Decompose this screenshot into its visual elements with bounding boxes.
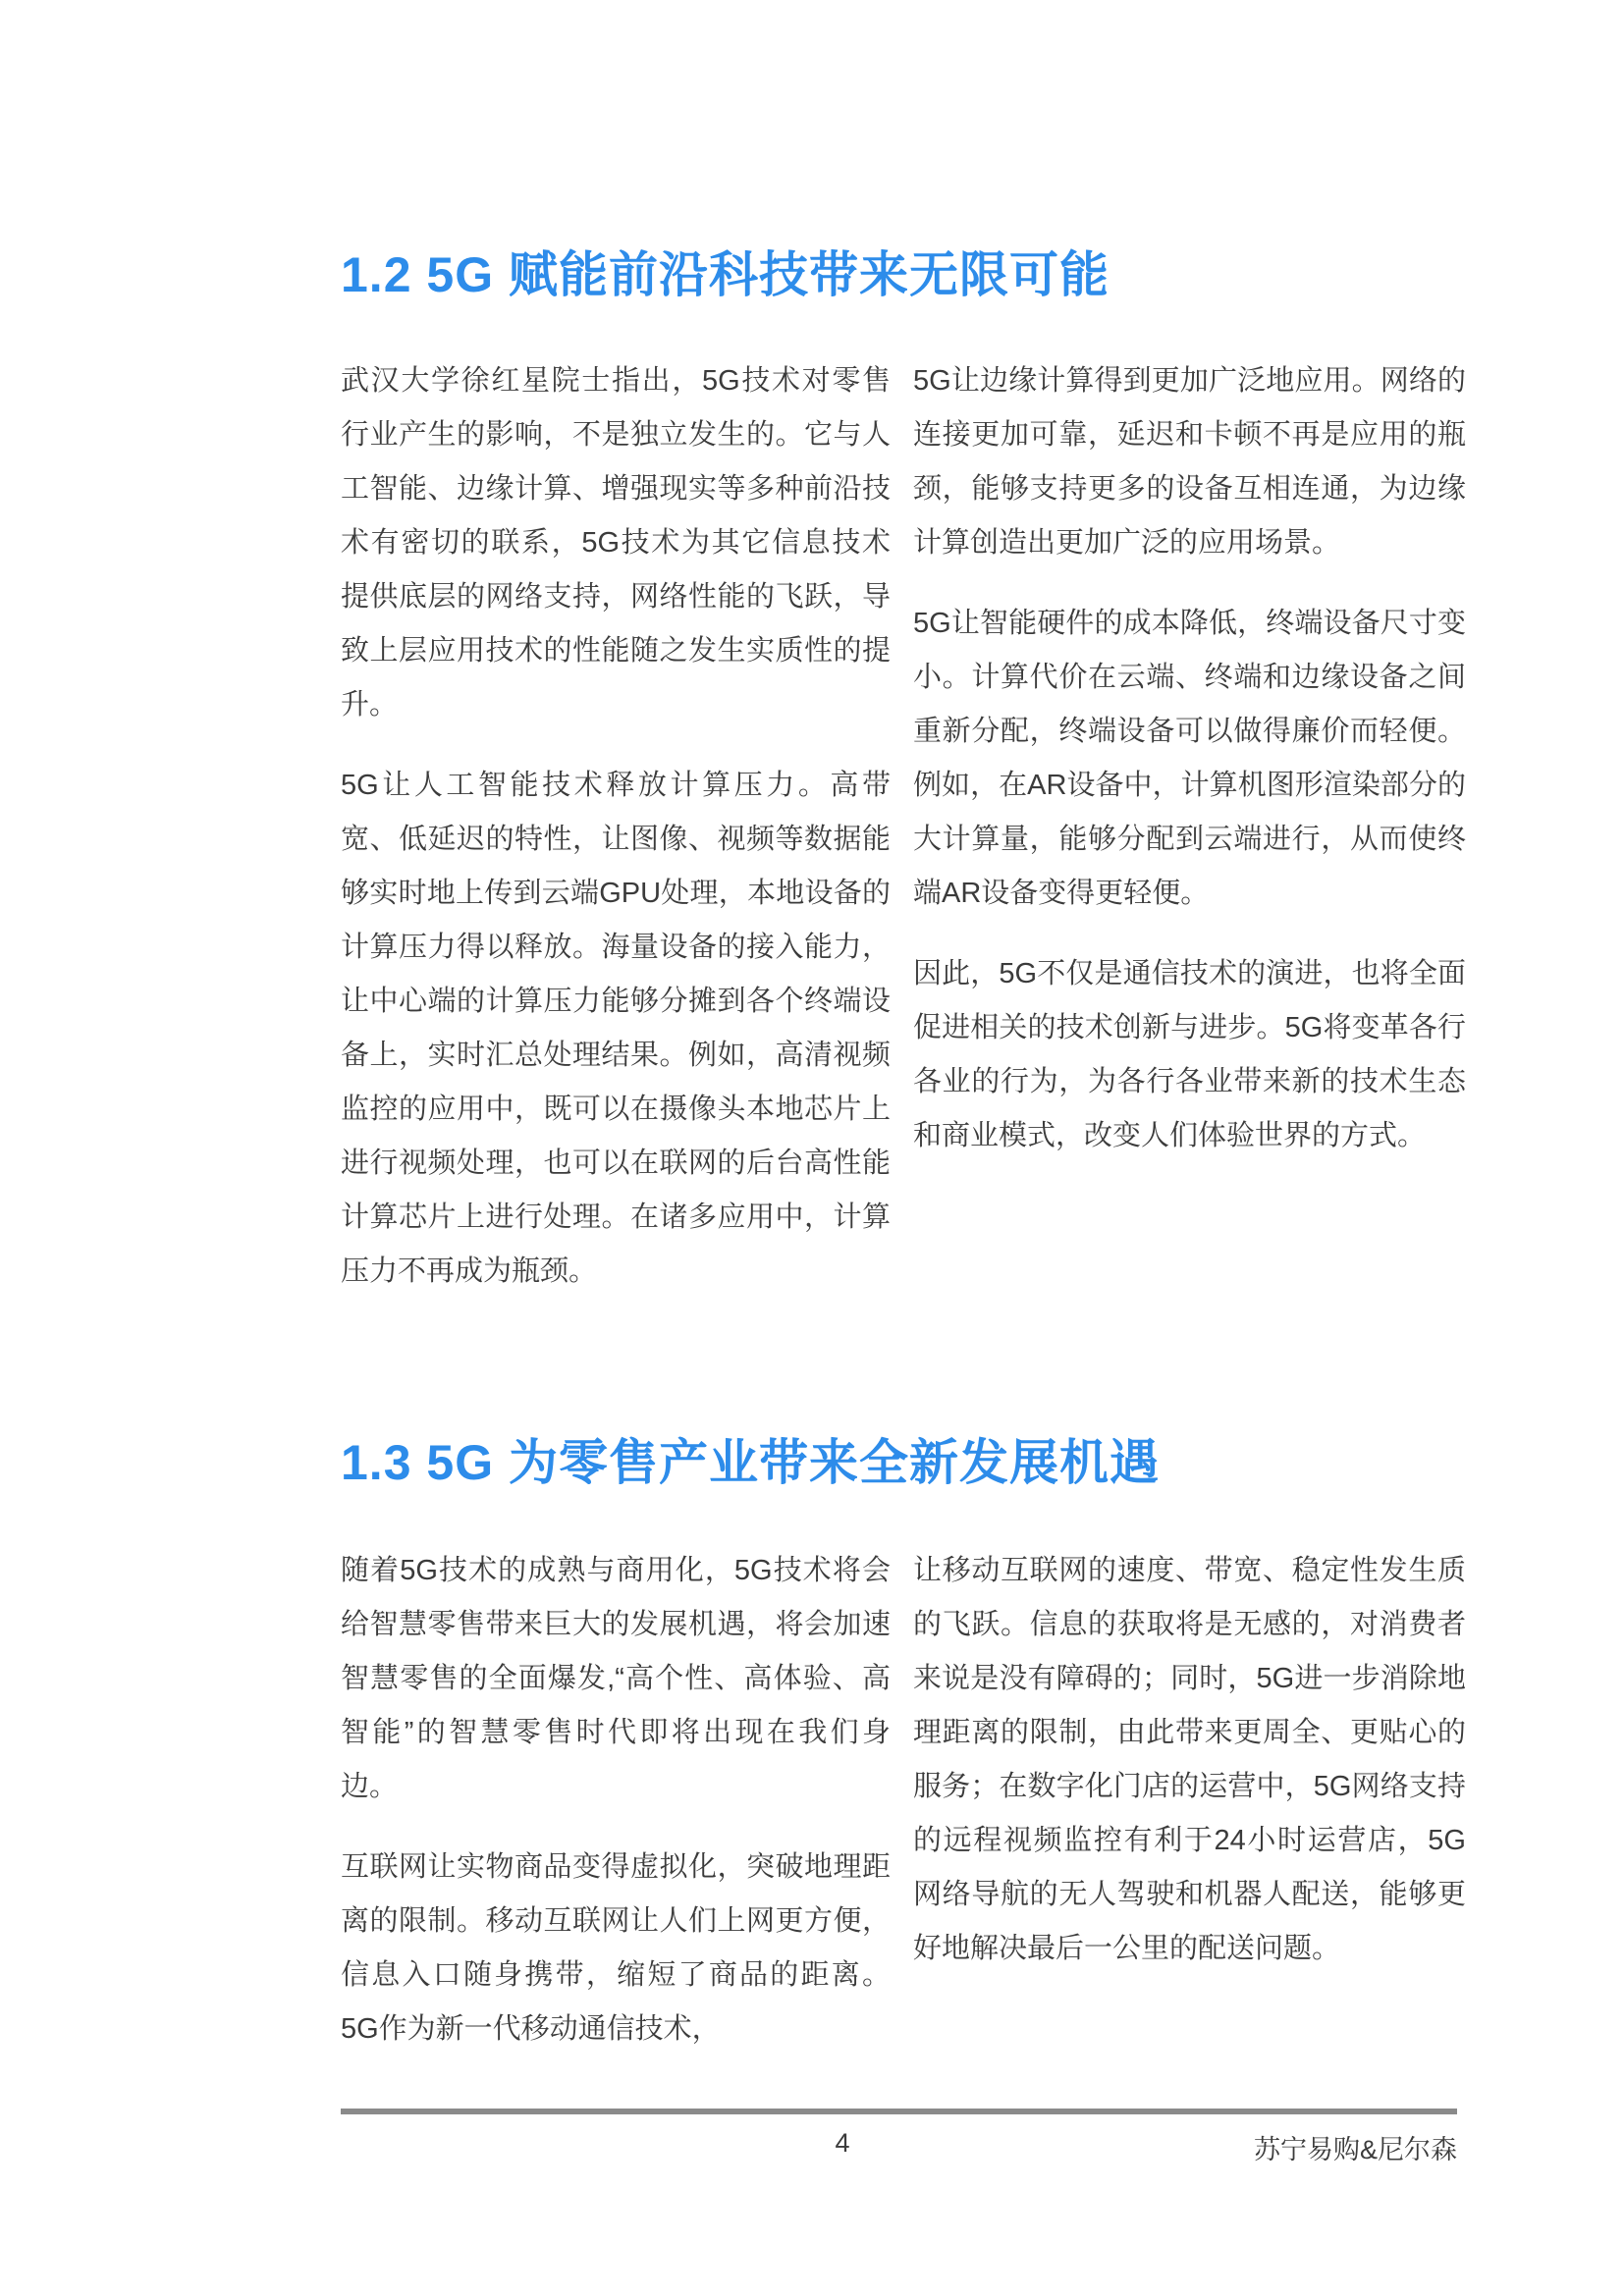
page-number: 4 [835,2128,850,2158]
paragraph: 让移动互联网的速度、带宽、稳定性发生质的飞跃。信息的获取将是无感的，对消费者来说是没有障碍的；同时，5G进一步消除地理距离的限制，由此带来更周全、更贴心的服务；在数字化门店的运营中，5G网络支持的远程视频监控有利于24小时运营店，5G网络导航的无人驾驶和机器人配送，能够更好地解决最后一公里的配送问题。 [913,1555,1466,1964]
section-1-3-right-column [913,1544,1466,1976]
section-heading-1-3: 1.3 5G 为零售产业带来全新发展机遇 [341,1435,1160,1490]
section-1-3-left-column [341,1544,891,2056]
paragraph: 5G让人工智能技术释放计算压力。高带宽、低延迟的特性，让图像、视频等数据能够实时地上传到云端GPU处理，本地设备的计算压力得以释放。海量设备的接入能力，让中心端的计算压力能够分摊到各个终端设备上，实时汇总处理结果。例如，高清视频监控的应用中，既可以在摄像头本地芯片上进行视频处理，也可以在联网的后台高性能计算芯片上进行处理。在诸多应用中，计算压力不再成为瓶颈。 [341,770,891,1287]
section-1-2-left-column [341,354,891,1299]
footer-divider [341,2109,1457,2114]
footer-brand: 苏宁易购&尼尔森 [1253,2135,1457,2164]
paragraph: 互联网让实物商品变得虚拟化，突破地理距离的限制。移动互联网让人们上网更方便，信息入口随身携带，缩短了商品的距离。5G作为新一代移动通信技术， [341,1851,891,2045]
paragraph: 武汉大学徐红星院士指出，5G技术对零售行业产生的影响，不是独立发生的。它与人工智能、边缘计算、增强现实等多种前沿技术有密切的联系，5G技术为其它信息技术提供底层的网络支持，网络性能的飞跃，导致上层应用技术的性能随之发生实质性的提升。 [341,365,891,721]
paragraph: 5G让边缘计算得到更加广泛地应用。网络的连接更加可靠，延迟和卡顿不再是应用的瓶颈，能够支持更多的设备互相连通，为边缘计算创造出更加广泛的应用场景。 [913,365,1466,559]
section-heading-1-2: 1.2 5G 赋能前沿科技带来无限可能 [341,247,1110,302]
section-1-2-right-column [913,354,1466,1163]
paragraph: 5G让智能硬件的成本降低，终端设备尺寸变小。计算代价在云端、终端和边缘设备之间重新分配，终端设备可以做得廉价而轻便。例如，在AR设备中，计算机图形渲染部分的大计算量，能够分配到云端进行，从而使终端AR设备变得更轻便。 [913,608,1466,909]
paragraph: 因此，5G不仅是通信技术的演进，也将全面促进相关的技术创新与进步。5G将变革各行各业的行为，为各行各业带来新的技术生态和商业模式，改变人们体验世界的方式。 [913,958,1466,1151]
paragraph: 随着5G技术的成熟与商用化，5G技术将会给智慧零售带来巨大的发展机遇，将会加速智慧零售的全面爆发,“高个性、高体验、高智能”的智慧零售时代即将出现在我们身边。 [341,1555,891,1802]
